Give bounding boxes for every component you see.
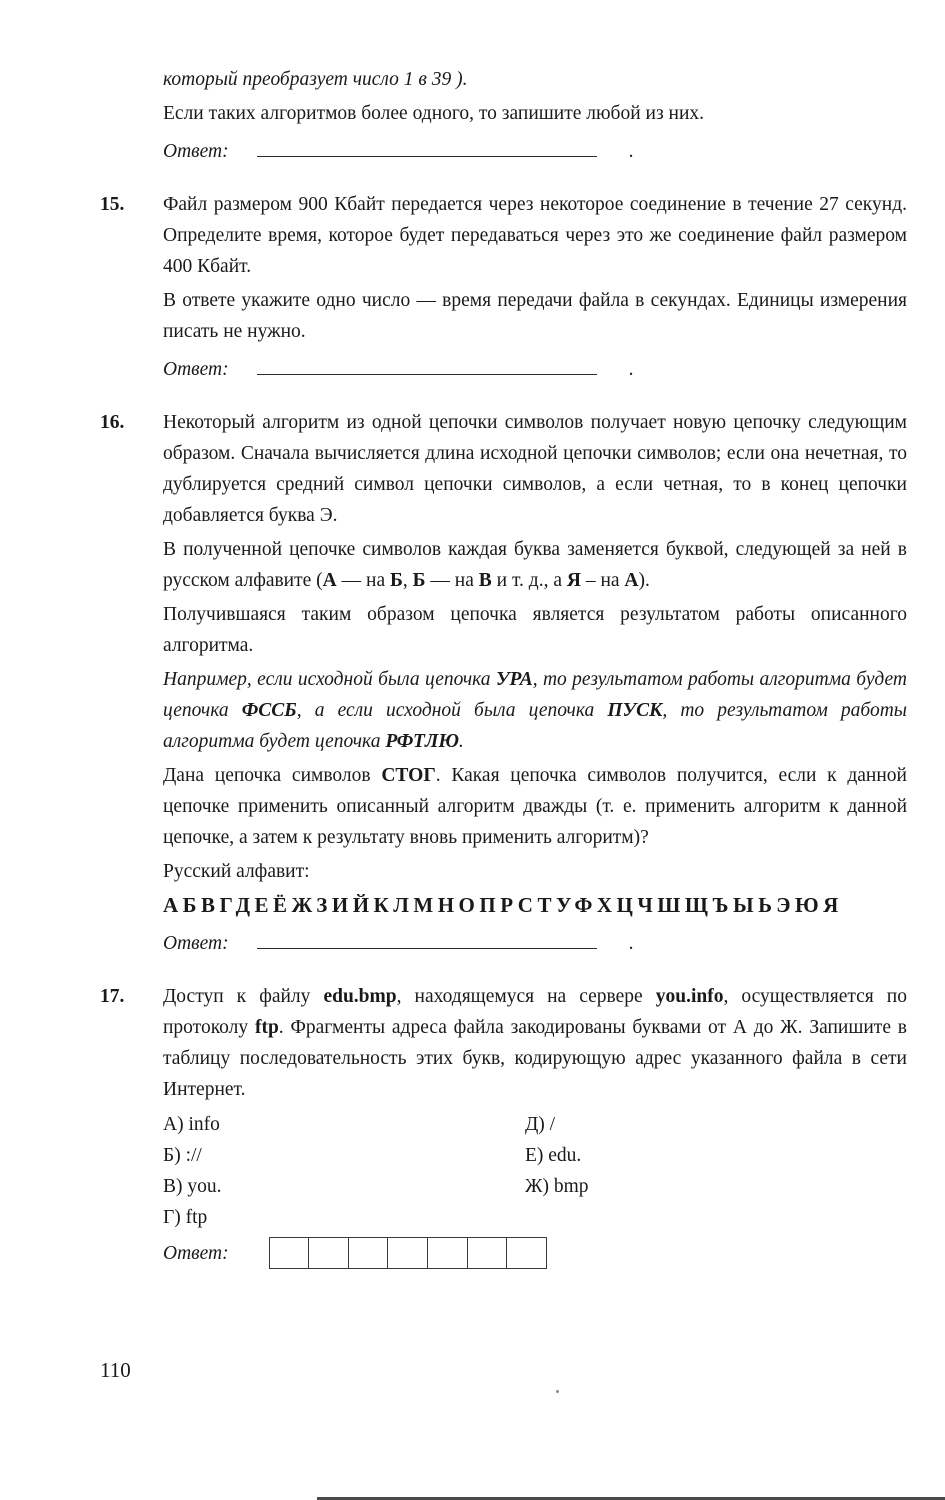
text-run: . Фрагменты адреса файла закодированы буквами от А до Ж. Запишите в таблицу последовательность этих букв, кодирующую адрес указанного файла в сети Интернет. bbox=[163, 1017, 907, 1100]
answer-label: Ответ: bbox=[163, 933, 229, 954]
text-run: . bbox=[458, 731, 464, 752]
problem-16 bbox=[100, 407, 907, 959]
option-v: В) you. bbox=[163, 1176, 222, 1197]
answer-table-cell bbox=[427, 1237, 468, 1269]
text-run: edu.bmp bbox=[323, 986, 397, 1007]
text-run: Некоторый алгоритм из одной цепочки символов получает новую цепочку следующим образом. Сначала вычисляется длина исходной цепочки символов; если она нечетная, то дублируется средний символ цепочки символов, а если четная, то в конец цепочки добавляется буква Э. bbox=[163, 412, 907, 526]
text-run: Б bbox=[389, 570, 403, 591]
problem-16-paragraph-2 bbox=[163, 534, 907, 596]
text-run: А bbox=[624, 570, 639, 591]
answer-label: Ответ: bbox=[163, 359, 229, 380]
problem-15-body bbox=[163, 189, 907, 385]
text-run: , bbox=[402, 570, 413, 591]
text-run: АБВГДЕЁЖЗИЙКЛМНОПРСТУФХЦЧШЩЪЫЬЭЮЯ bbox=[163, 893, 843, 917]
answer-table-cell bbox=[308, 1237, 349, 1269]
text-run: Дана цепочка символов bbox=[163, 765, 382, 786]
text-run: – на bbox=[580, 570, 625, 591]
problem-17-number: 17. bbox=[100, 986, 125, 1007]
answer-line bbox=[163, 928, 907, 959]
option-b: Б) :// bbox=[163, 1145, 202, 1166]
text-run: В полученной цепочке символов каждая буква заменяется буквой, следующей за ней в русском алфавите ( bbox=[163, 539, 907, 591]
intro-paragraph bbox=[163, 98, 907, 129]
problem-17 bbox=[100, 981, 907, 1269]
answer-blank-line bbox=[257, 948, 597, 949]
text-run: , то результатом работы алгоритма будет цепочка bbox=[163, 669, 907, 721]
answer-table-cell bbox=[467, 1237, 508, 1269]
option-zh: Ж) bmp bbox=[525, 1176, 589, 1197]
text-run: и т. д., а bbox=[491, 570, 567, 591]
text-run: Я bbox=[566, 570, 581, 591]
options-column-left bbox=[163, 1109, 525, 1233]
text-run: you.info bbox=[655, 986, 724, 1007]
problem-16-example-paragraph bbox=[163, 664, 907, 757]
answer-line bbox=[163, 354, 907, 385]
problem-16-paragraph-3 bbox=[163, 599, 907, 661]
text-run: Б bbox=[412, 570, 426, 591]
intro-paragraph-italic bbox=[163, 64, 907, 95]
options-column-right bbox=[525, 1109, 589, 1233]
russian-alphabet-line bbox=[163, 890, 907, 921]
text-run: РФТЛЮ bbox=[385, 731, 459, 752]
problem-15-paragraph-1 bbox=[163, 189, 907, 282]
text-run: Например, если исходной была цепочка bbox=[163, 669, 496, 690]
problem-15 bbox=[100, 189, 907, 385]
text-run: ПУСК bbox=[607, 700, 663, 721]
option-a: А) info bbox=[163, 1114, 220, 1135]
answer-table-cell bbox=[348, 1237, 389, 1269]
answer-table-cell bbox=[387, 1237, 428, 1269]
answer-line bbox=[163, 136, 907, 167]
text-run: А bbox=[322, 570, 337, 591]
problem-16-number: 16. bbox=[100, 412, 125, 433]
answer-table-cell bbox=[269, 1237, 310, 1269]
option-g: Г) ftp bbox=[163, 1207, 208, 1228]
answer-label: Ответ: bbox=[163, 1242, 229, 1264]
text-run: В bbox=[478, 570, 492, 591]
answer-blank-line bbox=[257, 374, 597, 375]
text-run: , то результатом работы алгоритма будет цепочка bbox=[163, 700, 908, 752]
text-run: . Какая цепочка символов получится, если к данной цепочке применить описанный алгоритм дважды (т. е. применить алгоритм к данной цепочке, а затем к результату вновь применить алгоритм)? bbox=[163, 765, 907, 848]
text-run: — на bbox=[425, 570, 479, 591]
text-run: ftp bbox=[254, 1017, 279, 1038]
text-run: В ответе укажите одно число — время передачи файла в секундах. Единицы измерения писать не нужно. bbox=[163, 290, 907, 342]
text-run: СТОГ bbox=[381, 765, 436, 786]
problem-16-body bbox=[163, 407, 907, 959]
answer-period: . bbox=[628, 933, 634, 954]
text-run: который преобразует число 1 в 39 ). bbox=[163, 69, 468, 90]
answer-label: Ответ: bbox=[163, 141, 229, 162]
text-run: Русский алфавит: bbox=[163, 861, 310, 882]
answer-table-cell bbox=[506, 1237, 547, 1269]
answer-blank-line bbox=[257, 156, 597, 157]
text-run: Получившаяся таким образом цепочка является результатом работы описанного алгоритма. bbox=[163, 604, 907, 656]
problem-16-paragraph-1 bbox=[163, 407, 907, 531]
scan-speck-artifact bbox=[556, 1390, 559, 1393]
problem-17-body bbox=[163, 981, 907, 1269]
problem-15-number: 15. bbox=[100, 194, 125, 215]
text-run: ФССБ bbox=[241, 700, 297, 721]
problem-16-alphabet-caption bbox=[163, 856, 907, 887]
problem-16-question-paragraph bbox=[163, 760, 907, 853]
text-run: — на bbox=[336, 570, 390, 591]
answer-table bbox=[269, 1237, 548, 1269]
page-number: 110 bbox=[100, 1358, 131, 1382]
option-e: Е) edu. bbox=[525, 1145, 582, 1166]
intro-block bbox=[163, 64, 907, 167]
answer-row bbox=[163, 1237, 907, 1269]
problem-15-paragraph-2 bbox=[163, 285, 907, 347]
text-run: УРА bbox=[495, 669, 533, 690]
text-run: Файл размером 900 Кбайт передается через некоторое соединение в течение 27 секунд. Определите время, которое будет передаваться через это же соединение файл размером 400 Кбайт. bbox=[163, 194, 907, 277]
text-run: , а если исходной была цепочка bbox=[296, 700, 608, 721]
options-list bbox=[163, 1109, 907, 1233]
option-d: Д) / bbox=[525, 1114, 556, 1135]
answer-period: . bbox=[628, 141, 634, 162]
problem-17-paragraph-1 bbox=[163, 981, 907, 1105]
text-run: , осуществляется по протоколу bbox=[163, 986, 907, 1038]
answer-period: . bbox=[628, 359, 634, 380]
text-run: ). bbox=[638, 570, 650, 591]
text-run: , находящемуся на сервере bbox=[396, 986, 656, 1007]
text-run: Если таких алгоритмов более одного, то запишите любой из них. bbox=[163, 103, 705, 124]
text-run: Доступ к файлу bbox=[163, 986, 324, 1007]
